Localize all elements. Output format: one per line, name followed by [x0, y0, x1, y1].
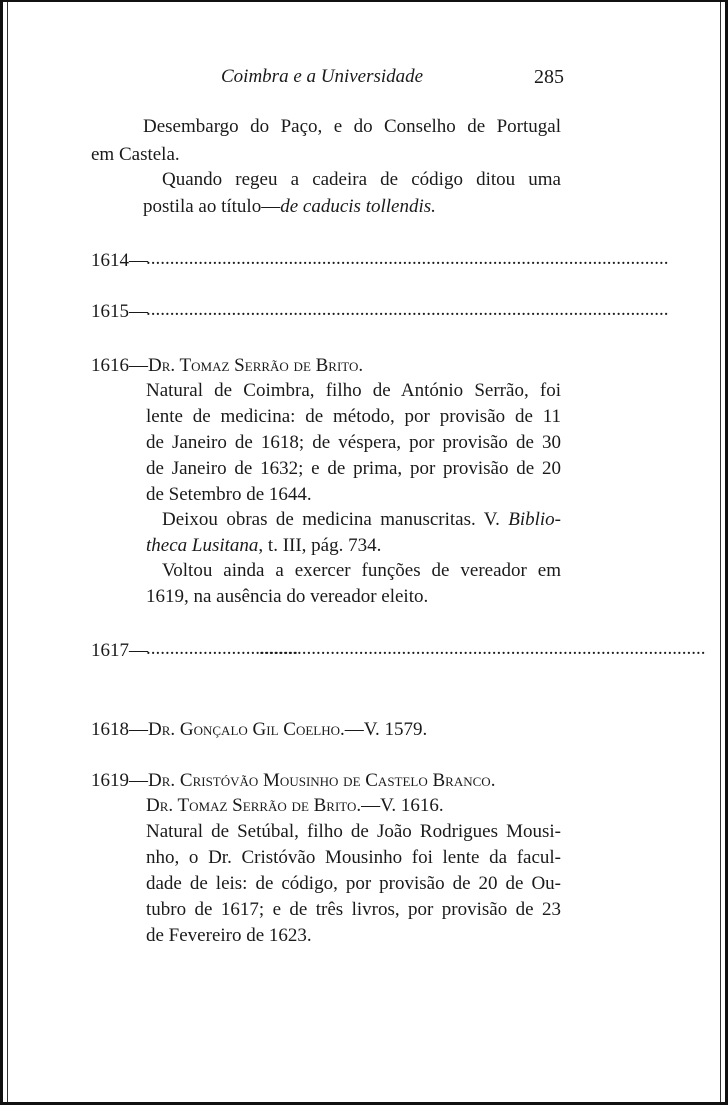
- text-italic: theca Lusitana: [146, 535, 259, 556]
- year-label: 1616—: [91, 355, 148, 376]
- text-italic: de caducis tollendis.: [280, 196, 436, 217]
- text-line: tubro de 1617; e de três livros, por provisão de 23: [146, 899, 561, 920]
- text-line: [162, 508, 561, 532]
- text-plain: postila ao título—: [143, 196, 281, 217]
- dot-leader: ..............................................................................................................: [146, 299, 669, 320]
- text-italic: Biblio-: [508, 509, 561, 530]
- year-label: 1614—: [91, 250, 148, 271]
- text-line: Natural de Setúbal, filho de João Rodrigues Mousi-: [146, 821, 561, 842]
- text-line: Desembargo do Paço, e do Conselho de Portugal: [143, 116, 561, 137]
- text-line: Voltou ainda a exercer funções de vereador em: [162, 560, 561, 581]
- page-number: 285: [534, 66, 564, 88]
- person-name: Dr. Tomaz Serrão de Brito.: [148, 355, 364, 376]
- text-line: lente de medicina: de método, por provisão de 11: [146, 406, 561, 427]
- text-line: de Setembro de 1644.: [146, 484, 312, 505]
- person-name: Dr. Cristóvão Mousinho de Castelo Branco.: [148, 770, 496, 791]
- cross-reference: —V. 1579.: [344, 719, 428, 740]
- text-plain: , t. III, pág. 734.: [258, 535, 382, 556]
- page-edge-right: [720, 2, 721, 1102]
- person-name: Dr. Tomaz Serrão de Brito.: [146, 795, 362, 816]
- text-line: dade de leis: de código, por provisão de 20 de Ou-: [146, 873, 561, 894]
- text-line: em Castela.: [91, 144, 180, 165]
- cross-reference: —V. 1616.: [361, 795, 444, 816]
- entry-heading: [91, 769, 495, 793]
- text-line: [143, 195, 436, 219]
- page-edge-left: [7, 2, 8, 1102]
- person-name: Dr. Gonçalo Gil Coelho.: [148, 719, 345, 740]
- text-line: [146, 534, 381, 558]
- dot-leader: ................................: [146, 638, 298, 659]
- year-label: 1617—: [91, 640, 148, 661]
- text-plain: Deixou obras de medicina manuscritas. V.: [162, 509, 509, 530]
- dot-leader: ..............................................................................................................: [146, 248, 669, 269]
- text-line: de Janeiro de 1618; de véspera, por provisão de 30: [146, 432, 561, 453]
- running-title: Coimbra e a Universidade: [221, 66, 424, 87]
- text-line: de Janeiro de 1632; e de prima, por provisão de 20: [146, 458, 561, 479]
- text-line: 1619, na ausência do vereador eleito.: [146, 586, 429, 607]
- year-label: 1618—: [91, 719, 148, 740]
- text-line: nho, o Dr. Cristóvão Mousinho foi lente da facul-: [146, 847, 561, 868]
- year-label: 1619—: [91, 770, 148, 791]
- text-line: Natural de Coimbra, filho de António Serrão, foi: [146, 380, 561, 401]
- entry-heading: [91, 718, 427, 742]
- text-line: de Fevereiro de 1623.: [146, 925, 312, 946]
- dot-leader: ..............................................................................................: [259, 638, 706, 659]
- entry-subheading: [146, 794, 444, 818]
- text-line: Quando regeu a cadeira de código ditou uma: [162, 169, 561, 190]
- entry-heading: [91, 354, 363, 378]
- year-label: 1615—: [91, 301, 148, 322]
